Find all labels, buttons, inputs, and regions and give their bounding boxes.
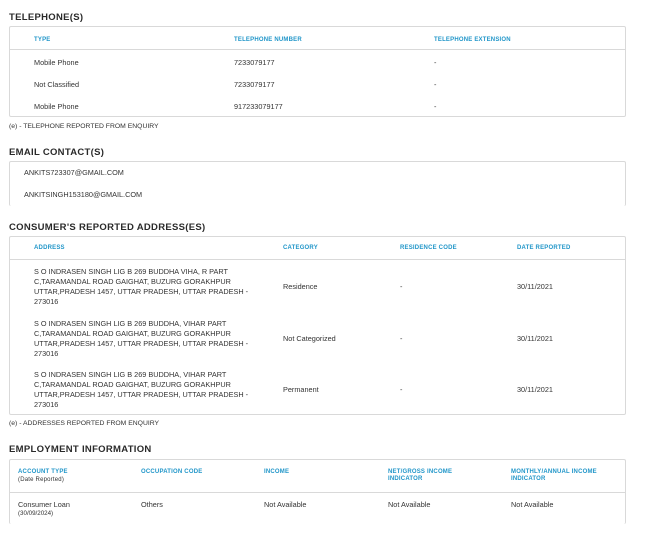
telephone-row-3-number: 917233079177 xyxy=(234,102,283,111)
address-line: C,TARAMANDAL ROAD GAIGHAT, BUZURG GORAKHPUR xyxy=(34,276,231,286)
account-type-header-sub: (Date Reported) xyxy=(18,477,65,484)
telephones-title: TELEPHONE(S) xyxy=(9,12,84,23)
address-line: UTTAR,PRADESH 1457, UTTAR PRADESH, UTTAR PRADESH - xyxy=(34,389,249,399)
address-row-3-category: Permanent xyxy=(283,385,319,394)
net-gross-indicator-header xyxy=(388,469,452,483)
address-row-3-code: - xyxy=(400,385,403,394)
telephone-row-2-number: 7233079177 xyxy=(234,80,275,89)
occupation-code-header: OCCUPATION CODE xyxy=(141,469,203,475)
account-type-header xyxy=(18,469,68,484)
employment-title: EMPLOYMENT INFORMATION xyxy=(9,444,152,455)
emails-title: EMAIL CONTACT(S) xyxy=(9,147,105,158)
date-reported-header: DATE REPORTED xyxy=(517,245,571,251)
telephone-row-1-extension: - xyxy=(434,58,437,67)
address-line: 273016 xyxy=(34,399,59,409)
net-gross-header-line: INDICATOR xyxy=(388,476,423,483)
address-line: S O INDRASEN SINGH LIG B 269 BUDDHA, VIHAR PART xyxy=(34,370,227,379)
address-line: C,TARAMANDAL ROAD GAIGHAT, BUZURG GORAKHPUR xyxy=(34,328,231,338)
telephone-type-header: TYPE xyxy=(34,37,51,43)
email-item-1: ANKITS723307@GMAIL.COM xyxy=(24,168,124,177)
account-type-header-label: ACCOUNT TYPE xyxy=(18,469,68,475)
net-gross-header-line: NET/GROSS INCOME xyxy=(388,469,453,475)
emails-list xyxy=(9,161,626,206)
header-divider xyxy=(10,49,625,50)
employment-income: Not Available xyxy=(264,500,307,509)
address-row-3-text xyxy=(34,370,248,409)
monthly-annual-header-line: INDICATOR xyxy=(511,476,546,483)
telephone-row-2-type: Not Classified xyxy=(34,80,80,89)
telephone-row-3-extension: - xyxy=(434,102,437,111)
telephone-number-header: TELEPHONE NUMBER xyxy=(234,37,302,43)
employment-occupation: Others xyxy=(141,500,163,509)
address-line: 273016 xyxy=(34,296,59,306)
address-line: 273016 xyxy=(34,348,59,358)
employment-monthly-annual: Not Available xyxy=(511,500,554,509)
telephones-note: (e) - TELEPHONE REPORTED FROM ENQUIRY xyxy=(9,123,159,130)
monthly-annual-header-line: MONTHLY/ANNUAL INCOME xyxy=(511,469,597,475)
category-header: CATEGORY xyxy=(283,245,318,251)
header-divider xyxy=(10,259,625,260)
header-divider xyxy=(10,492,625,493)
addresses-title: CONSUMER'S REPORTED ADDRESS(ES) xyxy=(9,222,206,233)
residence-code-header: RESIDENCE CODE xyxy=(400,245,457,251)
addresses-note: (e) - ADDRESSES REPORTED FROM ENQUIRY xyxy=(9,420,160,427)
account-type-value: Consumer Loan xyxy=(18,500,70,509)
address-line: S O INDRASEN SINGH LIG B 269 BUDDHA VIHA, R PART xyxy=(34,267,228,276)
account-date-value: (30/09/2024) xyxy=(18,509,54,517)
monthly-annual-indicator-header xyxy=(511,469,597,483)
employment-account-type xyxy=(18,500,70,518)
address-row-3-date: 30/11/2021 xyxy=(517,385,553,394)
telephone-row-2-extension: - xyxy=(434,80,437,89)
address-row-2-text xyxy=(34,319,248,358)
address-line: UTTAR,PRADESH 1457, UTTAR PRADESH, UTTAR PRADESH - xyxy=(34,286,249,296)
address-row-1-date: 30/11/2021 xyxy=(517,282,553,291)
telephone-extension-header: TELEPHONE EXTENSION xyxy=(434,37,511,43)
income-header: INCOME xyxy=(264,469,290,475)
address-line: C,TARAMANDAL ROAD GAIGHAT, BUZURG GORAKHPUR xyxy=(34,379,231,389)
telephones-table xyxy=(9,26,626,117)
address-row-2-date: 30/11/2021 xyxy=(517,334,553,343)
address-header: ADDRESS xyxy=(34,245,65,251)
email-item-2: ANKITSINGH153180@GMAIL.COM xyxy=(24,190,143,199)
addresses-table xyxy=(9,236,626,415)
address-line: S O INDRASEN SINGH LIG B 269 BUDDHA, VIHAR PART xyxy=(34,319,227,328)
telephone-row-1-number: 7233079177 xyxy=(234,58,275,67)
address-row-1-code: - xyxy=(400,282,403,291)
employment-table xyxy=(9,459,626,524)
address-row-2-code: - xyxy=(400,334,403,343)
telephone-row-3-type: Mobile Phone xyxy=(34,102,79,111)
address-row-2-category: Not Categorized xyxy=(283,334,336,343)
telephone-row-1-type: Mobile Phone xyxy=(34,58,79,67)
address-row-1-category: Residence xyxy=(283,282,318,291)
employment-net-gross: Not Available xyxy=(388,500,431,509)
address-line: UTTAR,PRADESH 1457, UTTAR PRADESH, UTTAR PRADESH - xyxy=(34,338,249,348)
address-row-1-text xyxy=(34,267,248,306)
